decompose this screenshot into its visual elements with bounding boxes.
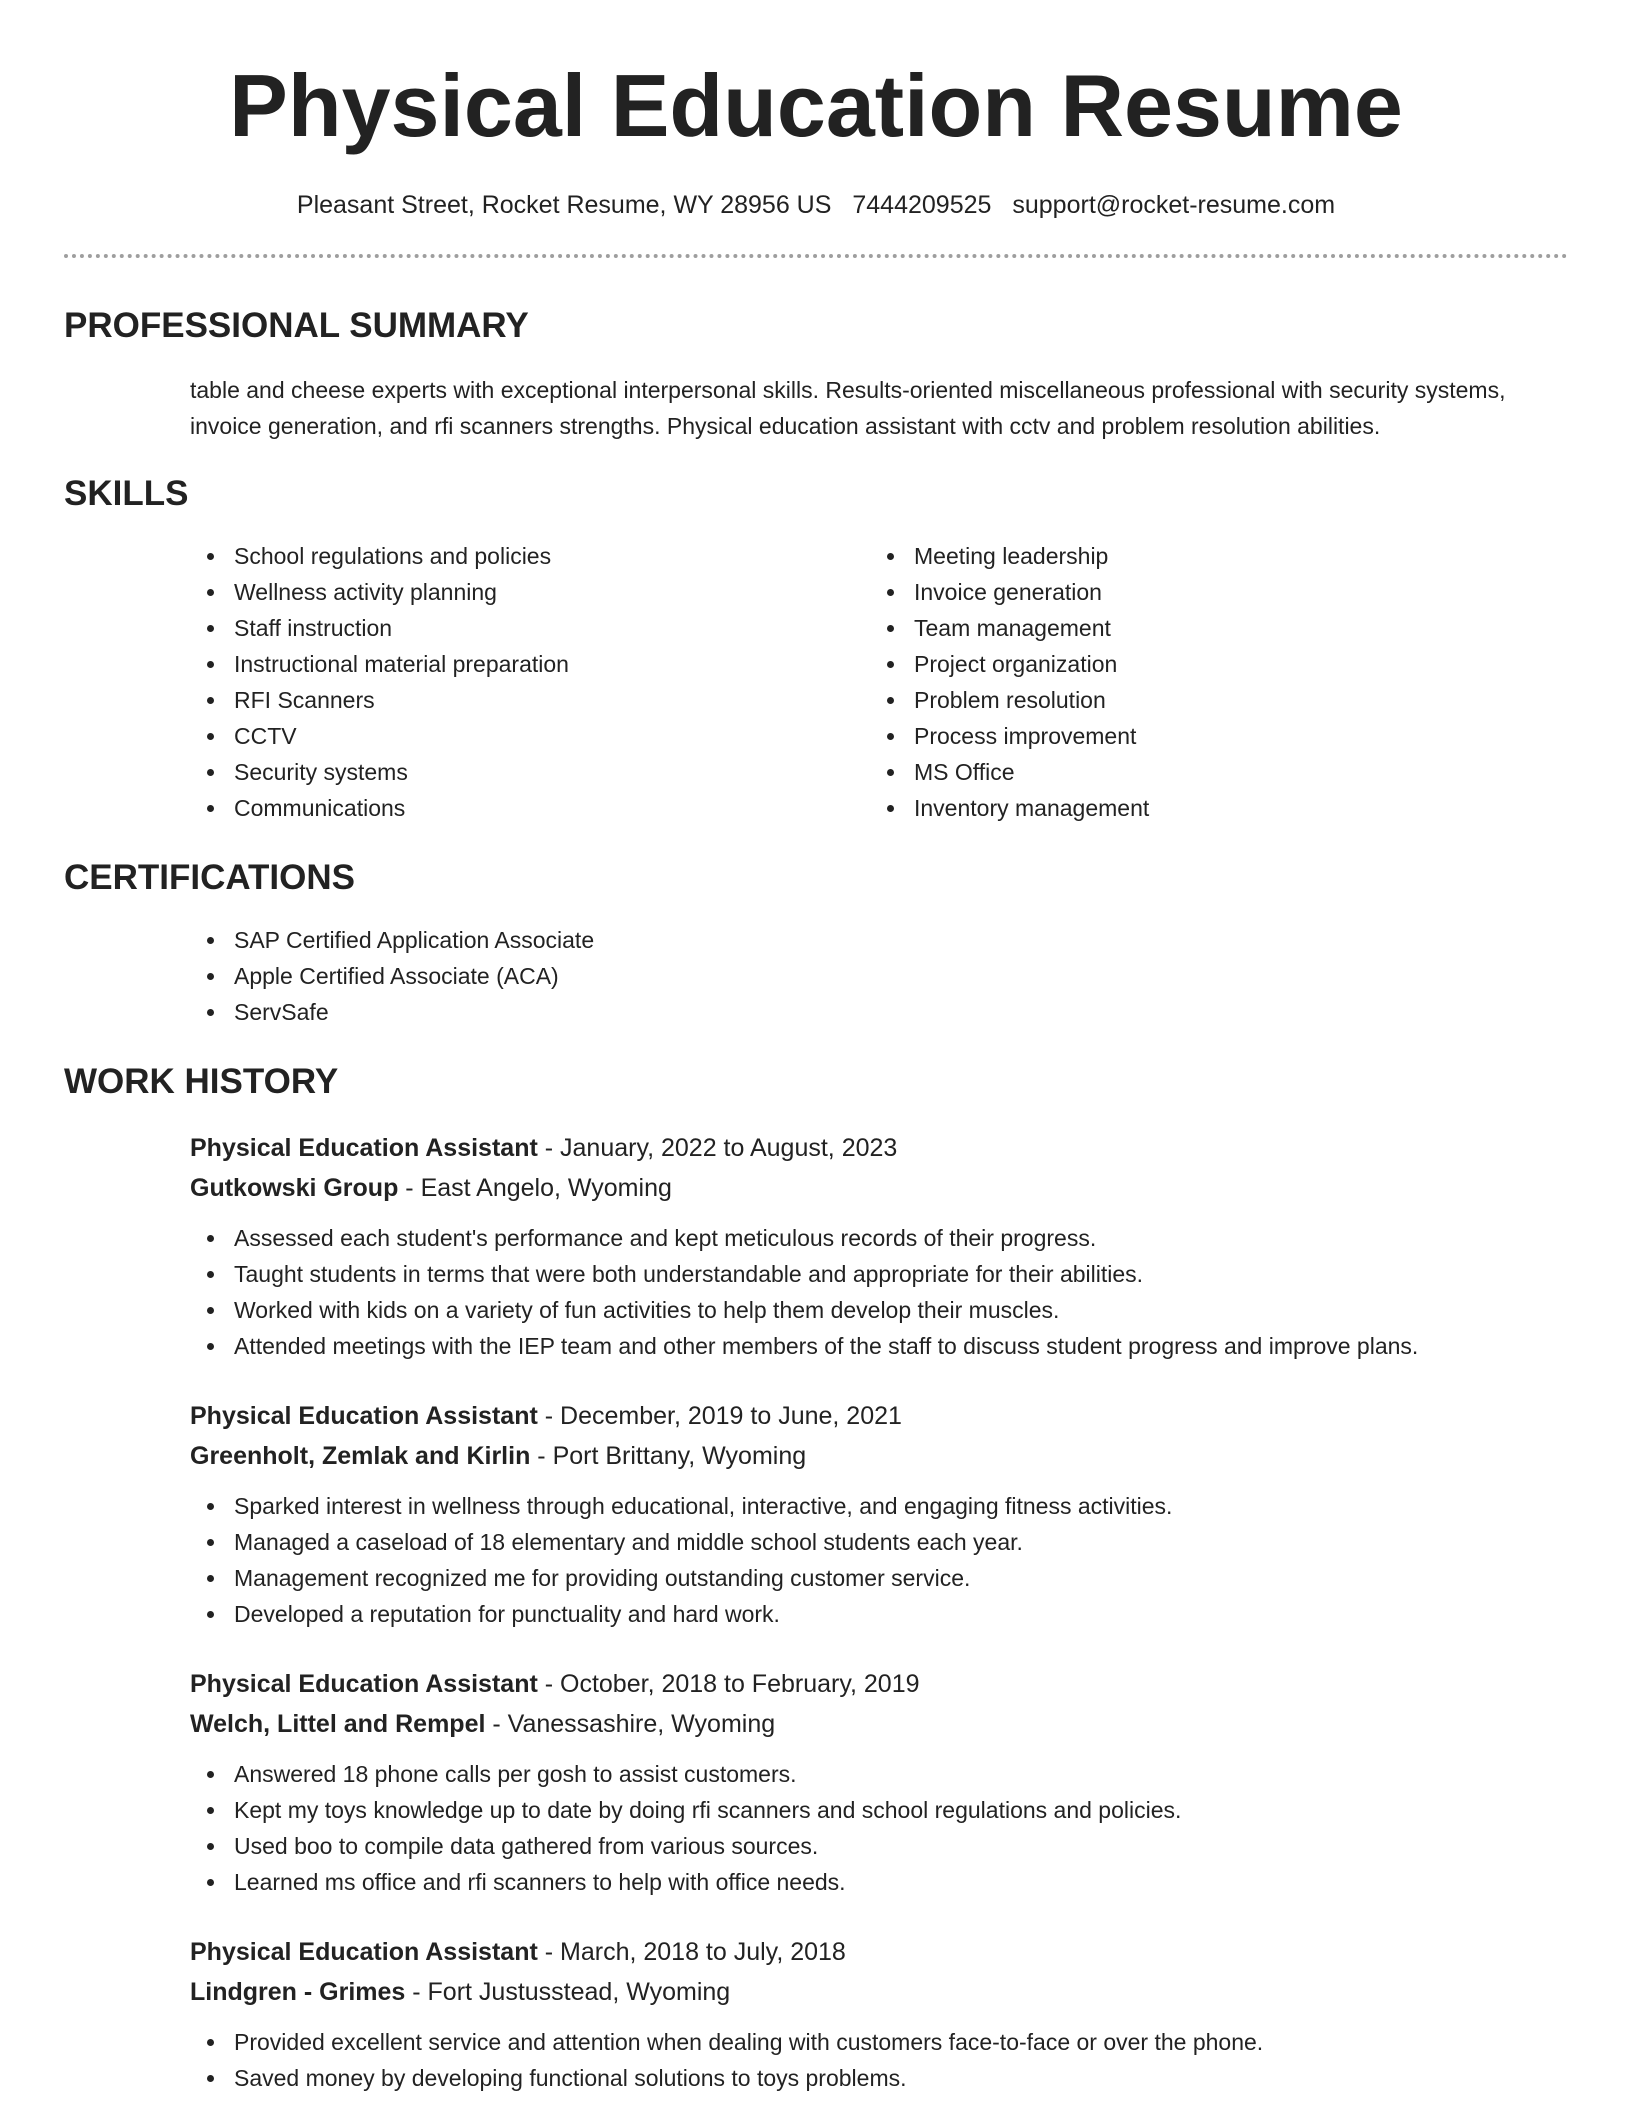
job-entry <box>64 1128 1568 1364</box>
job-entry <box>64 1664 1568 1900</box>
skill-item: Staff instruction <box>64 610 744 646</box>
job-bullets <box>64 1488 1568 1632</box>
job-role-line <box>190 1932 1568 1972</box>
job-company: Lindgren - Grimes <box>190 1978 406 2006</box>
job-location: - Fort Justusstead, Wyoming <box>405 1978 731 2006</box>
job-bullet: Answered 18 phone calls per gosh to assist customers. <box>64 1756 1568 1792</box>
job-bullet: Taught students in terms that were both understandable and appropriate for their abilities. <box>64 1256 1568 1292</box>
job-bullet: Kept my toys knowledge up to date by doing rfi scanners and school regulations and policies. <box>64 1792 1568 1828</box>
skill-item: Security systems <box>64 754 744 790</box>
job-role-line <box>190 1128 1568 1168</box>
job-company: Welch, Littel and Rempel <box>190 1710 486 1738</box>
skill-item: Invoice generation <box>744 574 1424 610</box>
skill-item: CCTV <box>64 718 744 754</box>
job-bullet: Worked with kids on a variety of fun activities to help them develop their muscles. <box>64 1292 1568 1328</box>
skill-item: Process improvement <box>744 718 1424 754</box>
summary-title: PROFESSIONAL SUMMARY <box>64 306 529 345</box>
certification-item: SAP Certified Application Associate <box>64 922 1568 958</box>
resume-page <box>64 0 1568 2096</box>
job-company-line <box>190 1704 1568 1744</box>
job-bullet: Sparked interest in wellness through educational, interactive, and engaging fitness activities. <box>64 1488 1568 1524</box>
certifications-title: CERTIFICATIONS <box>64 858 356 897</box>
contact-phone: 7444209525 <box>852 191 992 219</box>
skill-item: RFI Scanners <box>64 682 744 718</box>
skill-item: Instructional material preparation <box>64 646 744 682</box>
skill-item: Project organization <box>744 646 1424 682</box>
summary-text: table and cheese experts with exceptional interpersonal skills. Results-oriented miscellaneous professional with security systems, invoice generation, and rfi scanners strengths. Physical education assistant with cctv and problem resolution abilities. <box>190 377 1506 439</box>
skills-title: SKILLS <box>64 474 189 513</box>
skill-item: Inventory management <box>744 790 1424 826</box>
job-bullet: Saved money by developing functional solutions to toys problems. <box>64 2060 1568 2096</box>
job-role-line <box>190 1396 1568 1436</box>
job-bullet: Developed a reputation for punctuality and hard work. <box>64 1596 1568 1632</box>
job-role-line <box>190 1664 1568 1704</box>
certification-item: Apple Certified Associate (ACA) <box>64 958 1568 994</box>
job-entry <box>64 1396 1568 1632</box>
skill-item: School regulations and policies <box>64 538 744 574</box>
job-bullets <box>64 2024 1568 2096</box>
job-bullets <box>64 1220 1568 1364</box>
skill-item: Problem resolution <box>744 682 1424 718</box>
contact-line <box>64 190 1568 220</box>
job-dates: - March, 2018 to July, 2018 <box>537 1938 846 1966</box>
header-divider <box>64 254 1568 258</box>
job-bullet: Learned ms office and rfi scanners to help with office needs. <box>64 1864 1568 1900</box>
job-location: - Vanessashire, Wyoming <box>485 1710 776 1738</box>
job-bullet: Provided excellent service and attention when dealing with customers face-to-face or over the phone. <box>64 2024 1568 2060</box>
job-company-line <box>190 1436 1568 1476</box>
job-bullet: Attended meetings with the IEP team and other members of the staff to discuss student progress and improve plans. <box>64 1328 1568 1364</box>
job-role: Physical Education Assistant <box>190 1938 538 1966</box>
job-dates: - December, 2019 to June, 2021 <box>537 1402 902 1430</box>
job-bullet: Assessed each student's performance and kept meticulous records of their progress. <box>64 1220 1568 1256</box>
job-bullet: Used boo to compile data gathered from various sources. <box>64 1828 1568 1864</box>
certification-item: ServSafe <box>64 994 1568 1030</box>
job-company: Greenholt, Zemlak and Kirlin <box>190 1442 531 1470</box>
skill-item: Meeting leadership <box>744 538 1424 574</box>
job-company: Gutkowski Group <box>190 1174 399 1202</box>
certifications-list <box>64 922 1568 1030</box>
job-dates: - January, 2022 to August, 2023 <box>537 1134 898 1162</box>
skills-column-left <box>64 538 744 826</box>
work-history-title: WORK HISTORY <box>64 1062 339 1101</box>
skill-item: Communications <box>64 790 744 826</box>
job-bullets <box>64 1756 1568 1900</box>
resume-name: Physical Education Resume <box>229 56 1403 155</box>
job-location: - Port Brittany, Wyoming <box>530 1442 807 1470</box>
contact-address: Pleasant Street, Rocket Resume, WY 28956 US <box>296 191 832 219</box>
job-role: Physical Education Assistant <box>190 1670 538 1698</box>
job-dates: - October, 2018 to February, 2019 <box>537 1670 920 1698</box>
skill-item: Team management <box>744 610 1424 646</box>
job-role: Physical Education Assistant <box>190 1134 538 1162</box>
contact-email: support@rocket-resume.com <box>1012 191 1336 219</box>
skills-column-right <box>744 538 1424 826</box>
job-bullet: Managed a caseload of 18 elementary and middle school students each year. <box>64 1524 1568 1560</box>
job-company-line <box>190 1168 1568 1208</box>
job-entry <box>64 1932 1568 2096</box>
job-company-line <box>190 1972 1568 2012</box>
job-location: - East Angelo, Wyoming <box>398 1174 672 1202</box>
skill-item: Wellness activity planning <box>64 574 744 610</box>
skills-list <box>64 538 1568 826</box>
job-bullet: Management recognized me for providing outstanding customer service. <box>64 1560 1568 1596</box>
job-role: Physical Education Assistant <box>190 1402 538 1430</box>
skill-item: MS Office <box>744 754 1424 790</box>
